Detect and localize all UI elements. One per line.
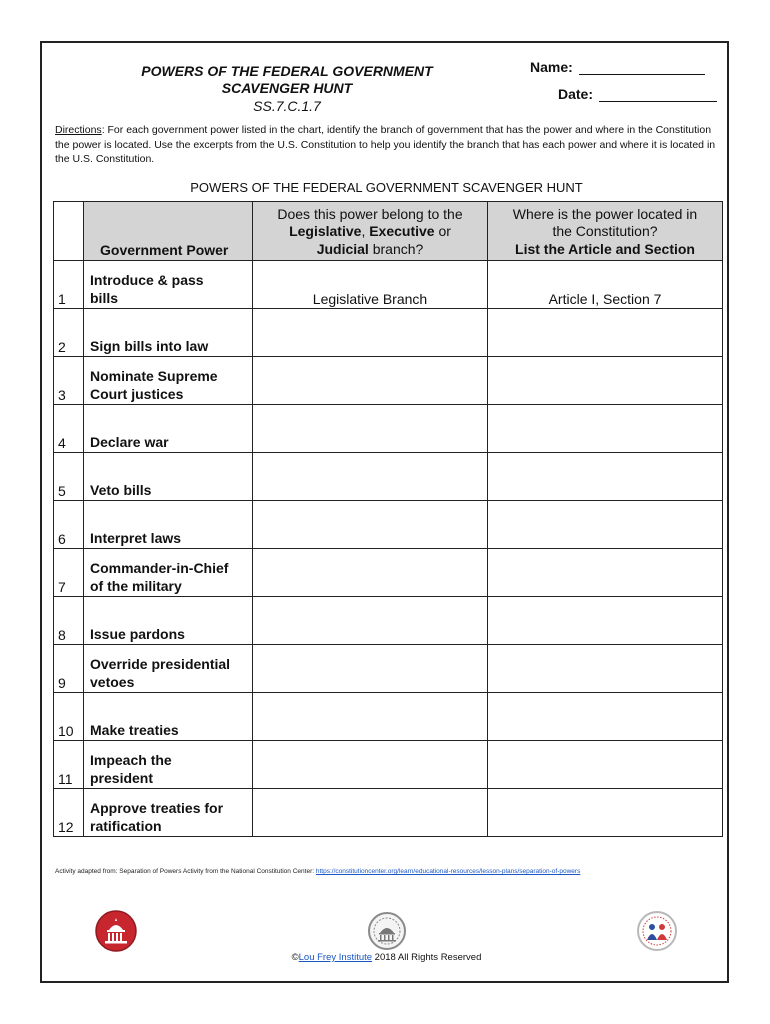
row-number: 6 <box>54 501 84 549</box>
row-number: 12 <box>54 789 84 837</box>
name-line[interactable] <box>579 60 705 75</box>
branch-answer-cell[interactable] <box>253 309 488 357</box>
location-answer-cell[interactable] <box>488 357 723 405</box>
power-line-2: Court justices <box>90 385 184 402</box>
rights-text: 2018 All Rights Reserved <box>372 952 482 963</box>
power-line-1: Sign bills into law <box>90 337 209 354</box>
location-answer-cell[interactable] <box>488 597 723 645</box>
header-location <box>488 202 723 261</box>
header-location-line-2: the Constitution? <box>552 223 658 239</box>
government-power <box>84 309 253 357</box>
power-line-1: Veto bills <box>90 481 152 498</box>
government-power <box>84 693 253 741</box>
government-power <box>84 261 253 309</box>
power-line-2: ratification <box>90 817 162 834</box>
location-answer-cell[interactable] <box>488 645 723 693</box>
table-body <box>54 261 723 837</box>
location-answer-cell[interactable] <box>488 501 723 549</box>
table-row <box>54 405 723 453</box>
executive-word: Executive <box>369 223 435 239</box>
location-answer-cell[interactable]: Article I, Section 7 <box>488 261 723 309</box>
branch-answer-cell[interactable] <box>253 501 488 549</box>
powers-table <box>53 201 723 837</box>
government-power <box>84 357 253 405</box>
benchmark-code: SS.7.C.1.7 <box>253 98 321 114</box>
lou-frey-link[interactable]: Lou Frey Institute <box>298 952 373 963</box>
power-line-2: bills <box>90 289 119 306</box>
table-row <box>54 309 723 357</box>
attribution-note <box>55 868 580 875</box>
power-line-1: Make treaties <box>90 721 179 738</box>
header-location-line-1: Where is the power located in <box>512 205 698 222</box>
date-label: Date: <box>558 86 594 102</box>
header-branch-line-2 <box>253 223 487 241</box>
branch-answer-cell[interactable] <box>253 789 488 837</box>
legislative-word: Legislative <box>289 223 362 239</box>
comma: , <box>361 223 366 239</box>
copyright-line <box>42 952 731 963</box>
location-answer-cell[interactable] <box>488 549 723 597</box>
power-line-1: Commander-in-Chief <box>90 560 229 576</box>
attribution-link[interactable]: https://constitutioncenter.org/learn/educational-resources/lesson-plans/separation-of-powers <box>315 868 581 875</box>
location-answer-cell[interactable] <box>488 405 723 453</box>
table-row <box>54 453 723 501</box>
power-line-1: Override presidential <box>90 656 231 672</box>
header-government-power: Government Power <box>84 202 253 261</box>
name-field[interactable] <box>530 59 705 75</box>
branch-answer-cell[interactable] <box>253 741 488 789</box>
header-branch-line-1: Does this power belong to the <box>277 205 463 222</box>
copyright-symbol: © <box>291 952 299 963</box>
government-power <box>84 405 253 453</box>
government-power <box>84 597 253 645</box>
judicial-word: Judicial <box>316 240 369 257</box>
power-line-2: of the military <box>90 577 182 594</box>
table-row <box>54 261 723 309</box>
power-line-2: president <box>90 769 154 786</box>
branch-answer-cell[interactable] <box>253 453 488 501</box>
table-row <box>54 645 723 693</box>
row-number: 4 <box>54 405 84 453</box>
branch-answer-cell[interactable] <box>253 645 488 693</box>
location-answer-cell[interactable] <box>488 693 723 741</box>
header-branch <box>253 202 488 261</box>
government-power <box>84 741 253 789</box>
row-number: 2 <box>54 309 84 357</box>
table-row <box>54 549 723 597</box>
row-number: 10 <box>54 693 84 741</box>
branch-answer-cell[interactable] <box>253 549 488 597</box>
table-header-row <box>54 202 723 261</box>
branch-answer-cell[interactable] <box>253 693 488 741</box>
location-answer-cell[interactable] <box>488 309 723 357</box>
table-row <box>54 357 723 405</box>
location-answer-cell[interactable] <box>488 741 723 789</box>
worksheet-title <box>132 63 442 115</box>
name-label: Name: <box>530 59 573 75</box>
power-line-1: Nominate Supreme <box>90 368 218 384</box>
branch-answer-cell[interactable] <box>253 405 488 453</box>
row-number: 3 <box>54 357 84 405</box>
government-power <box>84 453 253 501</box>
directions-label: Directions <box>55 124 102 136</box>
title-line-1: POWERS OF THE FEDERAL GOVERNMENT <box>141 63 433 79</box>
title-line-2: SCAVENGER HUNT <box>221 80 353 96</box>
capitol-logo-icon <box>94 909 138 953</box>
table-row <box>54 501 723 549</box>
power-line-1: Impeach the <box>90 752 172 768</box>
header-branch-line-3 <box>253 241 487 259</box>
date-field[interactable] <box>558 86 717 102</box>
header-location-line-3: List the Article and Section <box>515 240 695 257</box>
power-line-2: vetoes <box>90 673 135 690</box>
or-word: or <box>434 223 451 239</box>
directions <box>55 123 720 167</box>
power-line-1: Introduce & pass <box>90 272 204 288</box>
civics-logo-icon <box>636 910 678 952</box>
table-row <box>54 597 723 645</box>
row-number: 5 <box>54 453 84 501</box>
row-number: 1 <box>54 261 84 309</box>
row-number: 7 <box>54 549 84 597</box>
worksheet-page <box>40 41 729 983</box>
seal-logo-icon <box>367 911 407 951</box>
location-answer-cell[interactable] <box>488 789 723 837</box>
power-line-1: Approve treaties for <box>90 800 224 816</box>
location-answer-cell[interactable] <box>488 453 723 501</box>
power-line-1: Interpret laws <box>90 529 182 546</box>
power-line-1: Issue pardons <box>90 625 185 642</box>
branch-answer-cell[interactable] <box>253 597 488 645</box>
government-power <box>84 789 253 837</box>
date-line[interactable] <box>599 87 717 102</box>
government-power <box>84 549 253 597</box>
government-power <box>84 645 253 693</box>
branch-answer-cell[interactable]: Legislative Branch <box>253 261 488 309</box>
table-row <box>54 789 723 837</box>
table-row <box>54 741 723 789</box>
directions-text: : For each government power listed in the chart, identify the branch of government that has the power and where in the Constitution the power is located. Use the excerpts from the U.S. Constitution to help you identify the branch that has each power and where it is located in the U.S. Constitution. <box>55 124 716 165</box>
branch-answer-cell[interactable] <box>253 357 488 405</box>
row-number: 8 <box>54 597 84 645</box>
table-row <box>54 693 723 741</box>
power-line-1: Declare war <box>90 433 169 450</box>
row-number: 11 <box>54 741 84 789</box>
header-number-cell <box>54 202 84 261</box>
attribution-text: Activity adapted from: Separation of Powers Activity from the National Constitution Center: <box>55 868 316 875</box>
table-title: POWERS OF THE FEDERAL GOVERNMENT SCAVENGER HUNT <box>190 180 583 195</box>
government-power <box>84 501 253 549</box>
row-number: 9 <box>54 645 84 693</box>
branch-word: branch? <box>368 240 424 257</box>
